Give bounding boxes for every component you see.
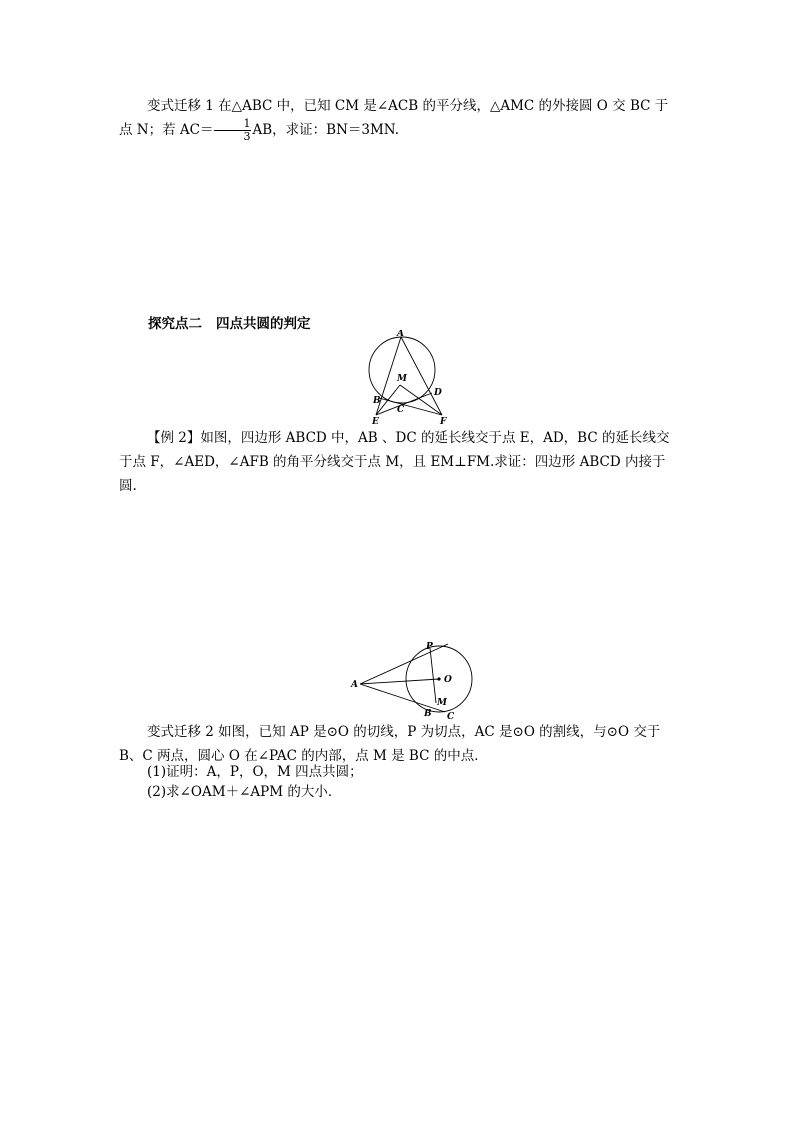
variant-1-text-b: AB，求证：BN＝3MN. [252, 122, 400, 138]
example-2-text: 如图，四边形 ABCD 中，AB 、DC 的延长线交于点 E，AD，BC 的延长线交于点 F，∠AED，∠AFB 的角平分线交于点 M，且 EM⊥FM.求证：四边形 ABCD 内接于圆. [119, 430, 670, 494]
fraction-numerator: 1 [214, 118, 251, 131]
segment-AF [401, 337, 442, 415]
figure-tangent-secant [348, 640, 478, 722]
variant-1-label: 变式迁移 1 [147, 98, 214, 114]
segment-PM [430, 648, 436, 703]
example-2 [119, 426, 679, 498]
variant-exercise-1 [119, 94, 679, 143]
label-E: E [372, 417, 379, 427]
question-2: (2)求∠OAM＋∠APM 的大小． [147, 784, 342, 800]
fraction-one-third [214, 118, 251, 143]
section-heading [148, 312, 325, 332]
label-A: A [351, 680, 358, 690]
label-M: M [437, 698, 447, 708]
tangent-AP [360, 644, 448, 684]
variant-2-text: 如图，已知 AP 是⊙O 的切线，P 为切点，AC 是⊙O 的割线，与⊙O 交于 B、C 两点，圆心 O 在∠PAC 的内部，点 M 是 BC 的中点． [119, 724, 661, 764]
variant-1-text-a: 在△ABC 中，已知 CM 是∠ACB 的平分线，△AMC 的外接圆 O 交 BC 于点 N；若 AC＝ [119, 98, 669, 138]
center-point-O [437, 677, 440, 680]
label-B: B [424, 709, 432, 719]
label-D: D [434, 388, 442, 398]
example-2-label: 【例 2】 [147, 430, 201, 446]
label-O: O [444, 675, 452, 685]
segment-AO [360, 679, 439, 684]
label-P: P [426, 642, 433, 652]
section-label: 探究点二 [148, 316, 202, 332]
label-C: C [397, 405, 405, 415]
circle [369, 337, 435, 403]
question-1: (1)证明：A，P，O，M 四点共圆； [147, 764, 363, 780]
fraction-denominator: 3 [243, 130, 251, 143]
label-A: A [397, 330, 404, 339]
section-title: 四点共圆的判定 [216, 316, 311, 332]
variant-2-label: 变式迁移 2 [147, 724, 214, 740]
label-B: B [373, 396, 381, 406]
label-M: M [397, 374, 407, 384]
figure-cyclic-quadrilateral [360, 330, 450, 428]
segment-FB [379, 398, 442, 415]
secant-AC [360, 684, 445, 712]
label-F: F [440, 417, 447, 427]
label-C: C [447, 712, 455, 722]
